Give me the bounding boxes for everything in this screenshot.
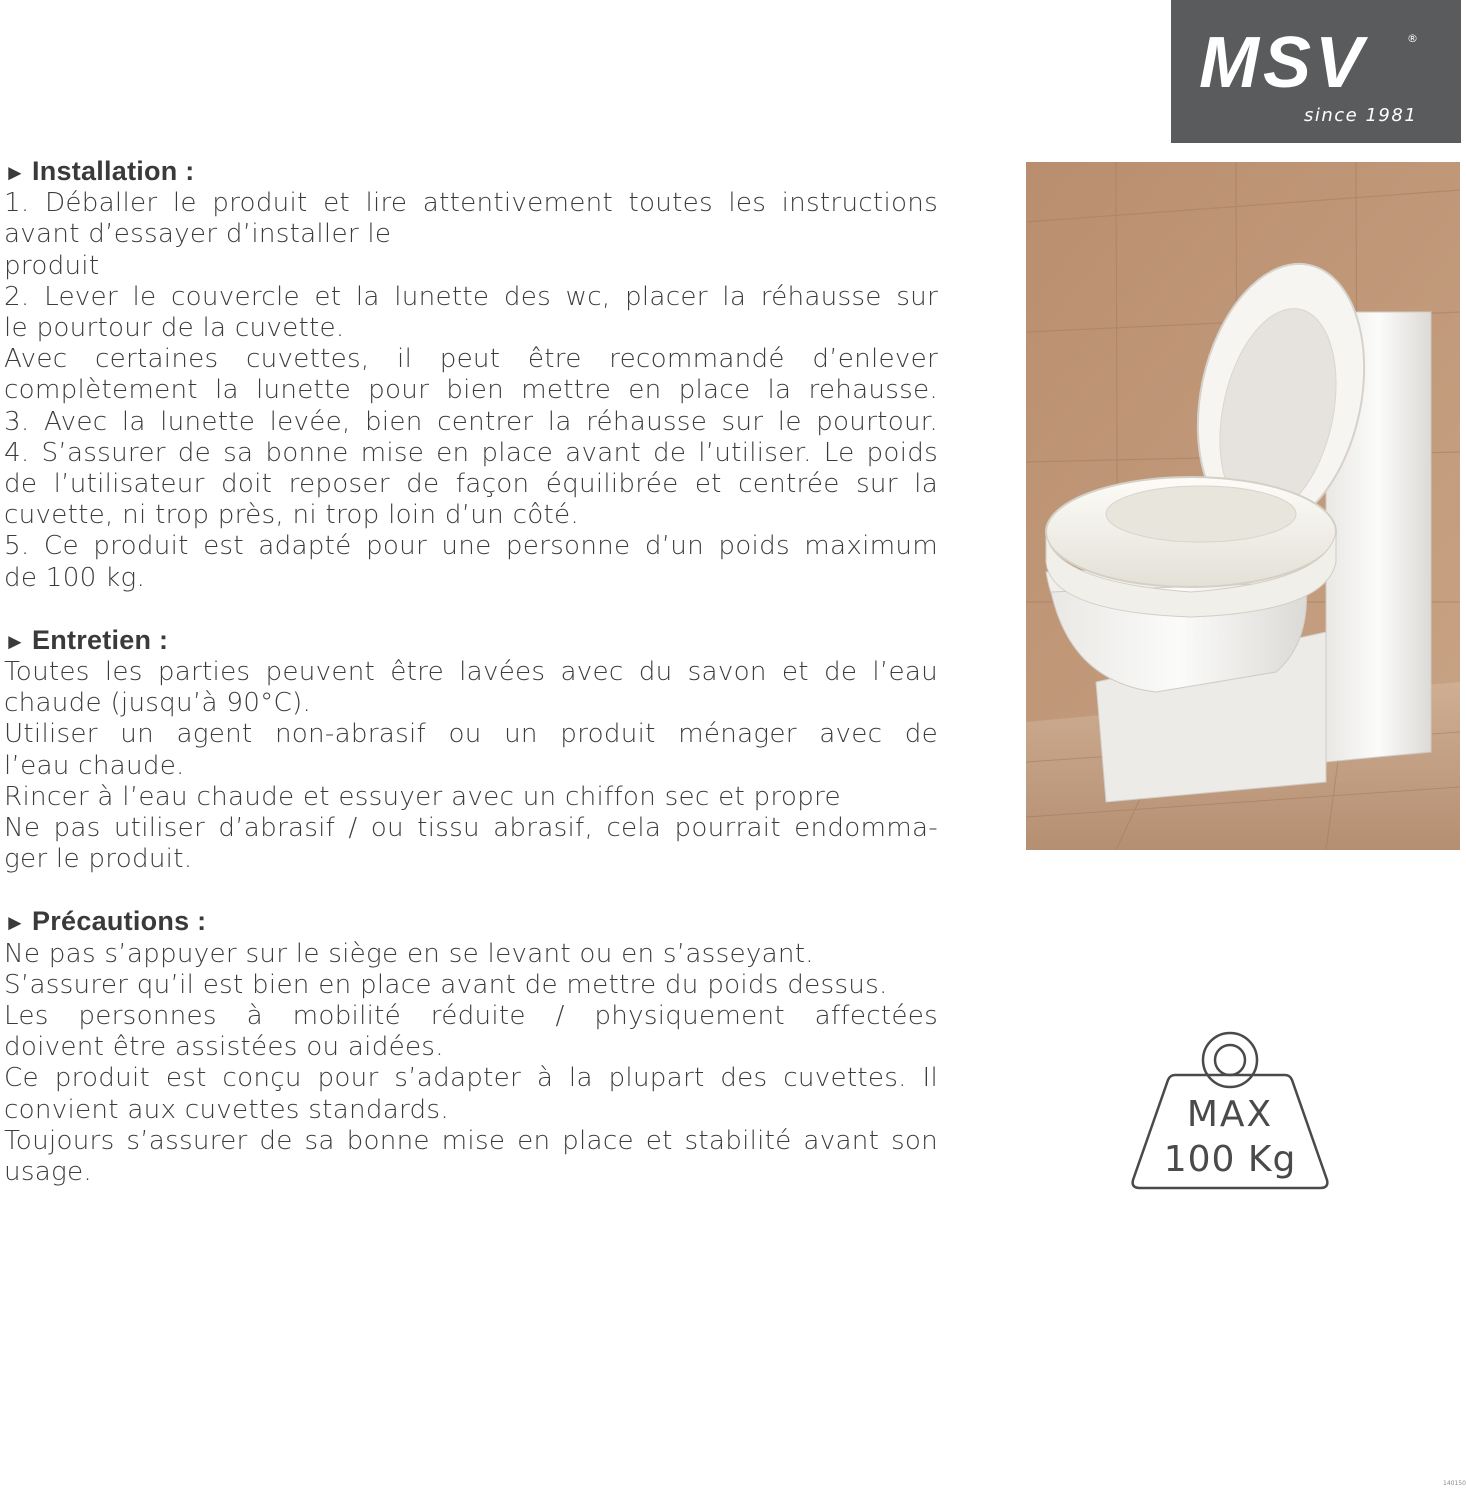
text-line: Ne pas utiliser d’abrasif / ou tissu abrasif, cela pourrait endomma- xyxy=(4,813,938,844)
section-installation xyxy=(4,156,938,594)
weight-icon xyxy=(1130,1030,1330,1196)
text-line: Toutes les parties peuvent être lavées avec du savon et de l’eau xyxy=(4,657,938,688)
weight-value: 100 Kg xyxy=(1163,1139,1297,1180)
text-line: Avec certaines cuvettes, il peut être recommandé d’enlever xyxy=(4,344,938,375)
text-line: doivent être assistées ou aidées. xyxy=(4,1032,444,1063)
instructions-text xyxy=(4,156,938,1219)
text-line: 2. Lever le couvercle et la lunette des wc, placer la réhausse sur xyxy=(4,281,938,312)
text-line: de l’utilisateur doit reposer de façon équilibrée et centrée sur la xyxy=(4,469,938,500)
footer-code: 140150 xyxy=(1443,1480,1466,1487)
text-line: Les personnes à mobilité réduite / physiquement affectées xyxy=(4,1001,938,1032)
text-line: 4. S’assurer de sa bonne mise en place avant de l’utiliser. Le poids xyxy=(4,437,938,468)
text-line: de 100 kg. xyxy=(4,562,146,593)
text-line: 3. Avec la lunette levée, bien centrer la réhausse sur le pourtour. xyxy=(4,406,938,437)
logo-mark xyxy=(1171,0,1461,143)
logo-wordmark: MSV xyxy=(1199,23,1368,103)
text-line: Ce produit est conçu pour s’adapter à la plupart des cuvettes. Il xyxy=(4,1063,938,1094)
text-line: le pourtour de la cuvette. xyxy=(4,313,345,344)
text-line: Ne pas s’appuyer sur le siège en se levant ou en s’asseyant. xyxy=(4,938,814,969)
section-precautions xyxy=(4,906,938,1188)
arrow-right-icon: ► xyxy=(4,910,27,936)
text-line: Toujours s’assurer de sa bonne mise en place et stabilité avant son xyxy=(4,1125,938,1156)
precautions-heading: ► Précautions : xyxy=(4,906,207,937)
text-line: Rincer à l’eau chaude et essuyer avec un chiffon sec et propre xyxy=(4,781,841,812)
installation-heading: ► Installation : xyxy=(4,156,195,186)
max-label: MAX xyxy=(1186,1094,1274,1135)
text-line: l’eau chaude. xyxy=(4,750,185,781)
arrow-right-icon: ► xyxy=(4,160,27,185)
text-line: ger le produit. xyxy=(4,844,193,875)
text-line: cuvette, ni trop près, ni trop loin d’un côté. xyxy=(4,500,579,531)
text-line: avant d’essayer d’installer le xyxy=(4,219,392,250)
entretien-heading: ► Entretien : xyxy=(4,624,169,655)
text-line: complètement la lunette pour bien mettre en place la rehausse. xyxy=(4,375,938,406)
arrow-right-icon: ► xyxy=(4,628,27,654)
section-entretien xyxy=(4,625,938,876)
logo-tagline: since 1981 xyxy=(1304,105,1418,126)
text-line: 5. Ce produit est adapté pour une personne d’un poids maximum xyxy=(4,531,938,562)
text-line: 1. Déballer le produit et lire attentivement toutes les instructions xyxy=(4,188,938,219)
toilet-with-raised-seat-photo xyxy=(1026,162,1460,850)
text-line: usage. xyxy=(4,1157,92,1188)
brand-logo xyxy=(1171,0,1461,143)
text-line: Utiliser un agent non-abrasif ou un produit ménager avec de xyxy=(4,719,938,750)
text-line: produit xyxy=(4,250,100,281)
text-line: chaude (jusqu’à 90°C). xyxy=(4,688,312,719)
text-line: convient aux cuvettes standards. xyxy=(4,1094,449,1125)
text-line: S’assurer qu’il est bien en place avant de mettre du poids dessus. xyxy=(4,969,888,1000)
registered-mark: ® xyxy=(1407,32,1418,45)
